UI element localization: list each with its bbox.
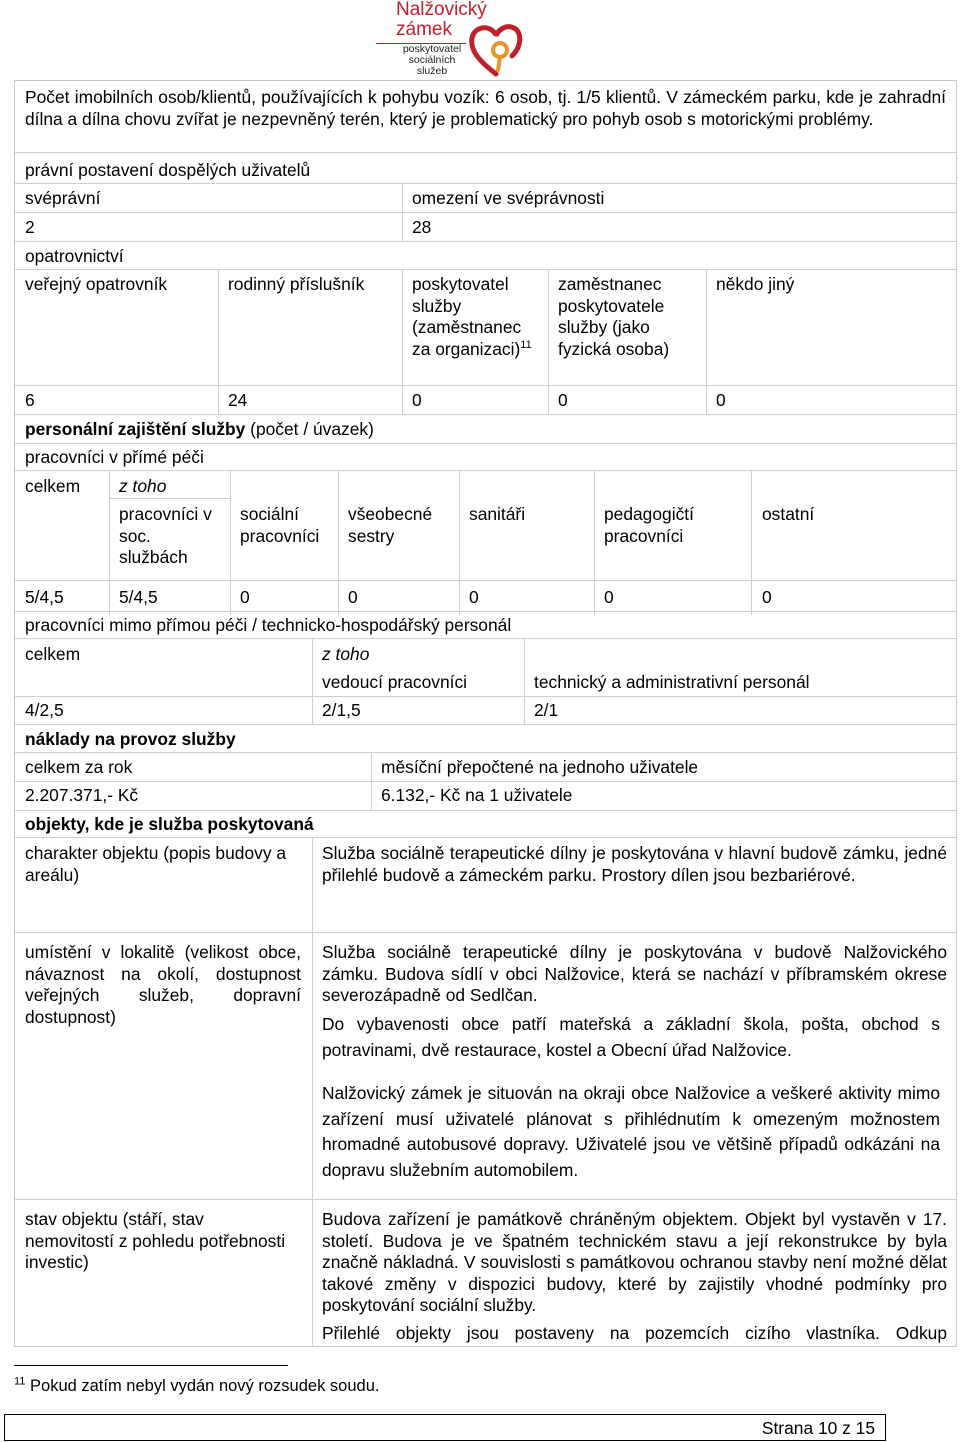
divider: [109, 470, 110, 615]
divider: [218, 269, 219, 414]
divider: [15, 1199, 957, 1200]
divider: [15, 183, 957, 184]
divider: [706, 269, 707, 414]
guardianship-heading: opatrovnictví: [25, 246, 124, 266]
direct-val-pedagogues: 0: [604, 587, 614, 607]
indirect-val-technical: 2/1: [534, 700, 559, 720]
divider: [312, 837, 313, 1347]
divider: [548, 269, 549, 414]
col-nurses: všeobecné sestry: [348, 504, 433, 546]
guardian-val-provider: 0: [412, 390, 422, 410]
direct-val-soc: 5/4,5: [119, 587, 158, 607]
logo-title-line2: zámek: [396, 19, 452, 40]
legal-col-capable: svéprávní: [25, 188, 101, 208]
page-number: Strana 10 z 15: [761, 1418, 875, 1438]
guardian-col-provider: [412, 274, 542, 360]
indirect-total-label: celkem: [25, 644, 81, 664]
guardian-val-employee: 0: [558, 390, 568, 410]
divider: [15, 470, 957, 471]
legal-val-capable: 2: [25, 217, 35, 237]
costs-heading: náklady na provoz služby: [25, 729, 236, 749]
footnote: [14, 1376, 379, 1398]
divider: [15, 385, 957, 386]
divider: [15, 611, 957, 612]
divider: [15, 724, 957, 725]
legal-col-restricted: omezení ve svéprávnosti: [412, 188, 605, 208]
divider: [402, 183, 403, 241]
divider: [402, 269, 403, 414]
indirect-heading: pracovníci mimo přímou péči / technicko-hospodářský personál: [25, 615, 512, 635]
direct-val-orderlies: 0: [469, 587, 479, 607]
direct-val-social: 0: [240, 587, 250, 607]
divider: [312, 638, 313, 724]
direct-val-nurses: 0: [348, 587, 358, 607]
divider: [15, 443, 957, 444]
legal-heading: právní postavení dospělých uživatelů: [25, 160, 311, 180]
divider: [15, 269, 957, 270]
indirect-col-managers: vedoucí pracovníci: [322, 672, 468, 692]
indirect-of-which-label: z toho: [322, 644, 370, 664]
page-footer: [4, 1414, 886, 1441]
guardian-col-employee: zaměstnanec poskytovatele služby (jako fyzická osoba): [558, 274, 670, 359]
object-text-location-1: Služba sociálně terapeutické dílny je poskytována v budově Nalžovického zámku. Budova sídlí v obci Nalžovice, která se nachází v příbramském okrese severozápadně od Sedlčan.: [322, 942, 947, 1006]
divider: [15, 752, 957, 753]
divider: [15, 414, 957, 415]
logo-subtitle: [397, 44, 467, 77]
divider: [751, 470, 752, 615]
heart-icon: [468, 20, 524, 78]
divider: [15, 837, 957, 838]
guardian-col-other: někdo jiný: [716, 274, 795, 294]
object-label-location: umístění v lokalitě (velikost obce, návaznost na okolí, dostupnost veřejných služeb, dopravní dostupnost): [25, 942, 301, 1027]
col-pedagogues: pedagogičtí pracovníci: [604, 504, 694, 546]
logo-sub-line2: sociálních: [408, 54, 456, 66]
divider: [230, 470, 231, 615]
direct-val-other: 0: [762, 587, 772, 607]
divider: [15, 638, 957, 639]
legal-val-restricted: 28: [412, 217, 432, 237]
costs-val-monthly: 6.132,- Kč na 1 uživatele: [381, 785, 573, 805]
direct-val-total: 5/4,5: [25, 587, 64, 607]
object-label-condition: stav objektu (stáří, stav nemovitostí z pohledu potřebnosti investic): [25, 1209, 286, 1273]
divider: [15, 580, 957, 581]
guardian-val-other: 0: [716, 390, 726, 410]
divider: [15, 212, 957, 213]
col-orderlies: sanitáři: [469, 504, 526, 524]
object-text-condition-2: Přilehlé objekty jsou postaveny na pozemcích cizího vlastníka. Odkup: [322, 1323, 947, 1343]
divider: [110, 498, 230, 499]
object-label-character: charakter objektu (popis budovy a areálu): [25, 843, 287, 885]
col-social-workers: sociální pracovníci: [240, 504, 320, 546]
object-text-location-3: Nalžovický zámek je situován na okraji obce Nalžovice a veškeré aktivity mimo zařízení musí uživatelé plánovat s přihlédnutím k omezeným možnostem hromadné autobusové dopravy. Uživatelé jsou ve většině případů odkázáni na dopravu služebním automobilem.: [322, 1083, 940, 1180]
objects-heading: objekty, kde je služba poskytovaná: [25, 814, 314, 834]
indirect-col-technical: technický a administrativní personál: [534, 672, 810, 692]
footnote-number: 11: [14, 1375, 26, 1388]
costs-val-yearly: 2.207.371,- Kč: [25, 785, 139, 805]
logo-sub-line3: služeb: [416, 65, 448, 77]
divider: [524, 638, 525, 724]
guardian-val-public: 6: [25, 390, 35, 410]
costs-col-monthly: měsíční přepočtené na jednoho uživatele: [381, 757, 699, 777]
divider: [15, 932, 957, 933]
divider: [594, 470, 595, 615]
divider: [338, 470, 339, 615]
divider: [15, 696, 957, 697]
divider: [459, 470, 460, 615]
staff-heading: [25, 419, 374, 441]
indirect-val-managers: 2/1,5: [322, 700, 361, 720]
staff-heading-bold: personální zajištění služby: [25, 419, 246, 439]
guardian-col-public: veřejný opatrovník: [25, 274, 168, 294]
object-text-character: Služba sociálně terapeutické dílny je poskytována v hlavní budově zámku, jedné přilehlé budově a zámeckém parku. Prostory dílen jsou bezbariérové.: [322, 843, 947, 885]
direct-care-heading: pracovníci v přímé péči: [25, 447, 204, 467]
col-social-service-workers: pracovníci v soc. službách: [119, 504, 212, 568]
object-text-location-2: Do vybavenosti obce patří mateřská a základní škola, pošta, obchod s potravinami, dvě restaurace, kostel a Obecní úřad Nalžovice.: [322, 1014, 940, 1060]
divider: [15, 781, 957, 782]
logo-title-line1: Nalžovický: [396, 0, 487, 20]
costs-col-yearly: celkem za rok: [25, 757, 133, 777]
guardian-col-family: rodinný příslušník: [228, 274, 365, 294]
divider: [15, 241, 957, 242]
direct-total-label: celkem: [25, 476, 81, 496]
guardian-col-provider-label: poskytovatel služby (zaměstnanec za organizaci): [412, 274, 522, 359]
footnote-mark: 11: [520, 338, 532, 351]
footnote-separator: [14, 1365, 288, 1366]
intro-paragraph: Počet imobilních osob/klientů, používajících k pohybu vozík: 6 osob, tj. 1/5 klientů. V zámeckém parku, kde je zahradní dílna a dílna chovu zvířat je nezpevněný terén, který je problematický pro pohyb osob s motorickými problémy.: [25, 87, 946, 129]
staff-heading-rest: (počet / úvazek): [245, 419, 374, 439]
indirect-val-total: 4/2,5: [25, 700, 64, 720]
object-text-condition-1: Budova zařízení je památkově chráněným objektem. Objekt byl vystavěn v 17. století. Budova je ve špatném technickém stavu a její rekonstrukce by byla značně nákladná. V souvislosti s památkovou ochranou stavby není možné dělat takové změny v dispozici budovy, které by zajistily vhodné podmínky pro poskytování sociální služby.: [322, 1209, 947, 1316]
direct-of-which-label: z toho: [119, 476, 167, 496]
col-other: ostatní: [762, 504, 815, 524]
divider: [15, 152, 957, 153]
guardian-val-family: 24: [228, 390, 248, 410]
logo-sub-line1: poskytovatel: [402, 43, 462, 55]
divider: [15, 810, 957, 811]
logo: [372, 0, 532, 80]
footnote-text: Pokud zatím nebyl vydán nový rozsudek soudu.: [25, 1377, 380, 1395]
